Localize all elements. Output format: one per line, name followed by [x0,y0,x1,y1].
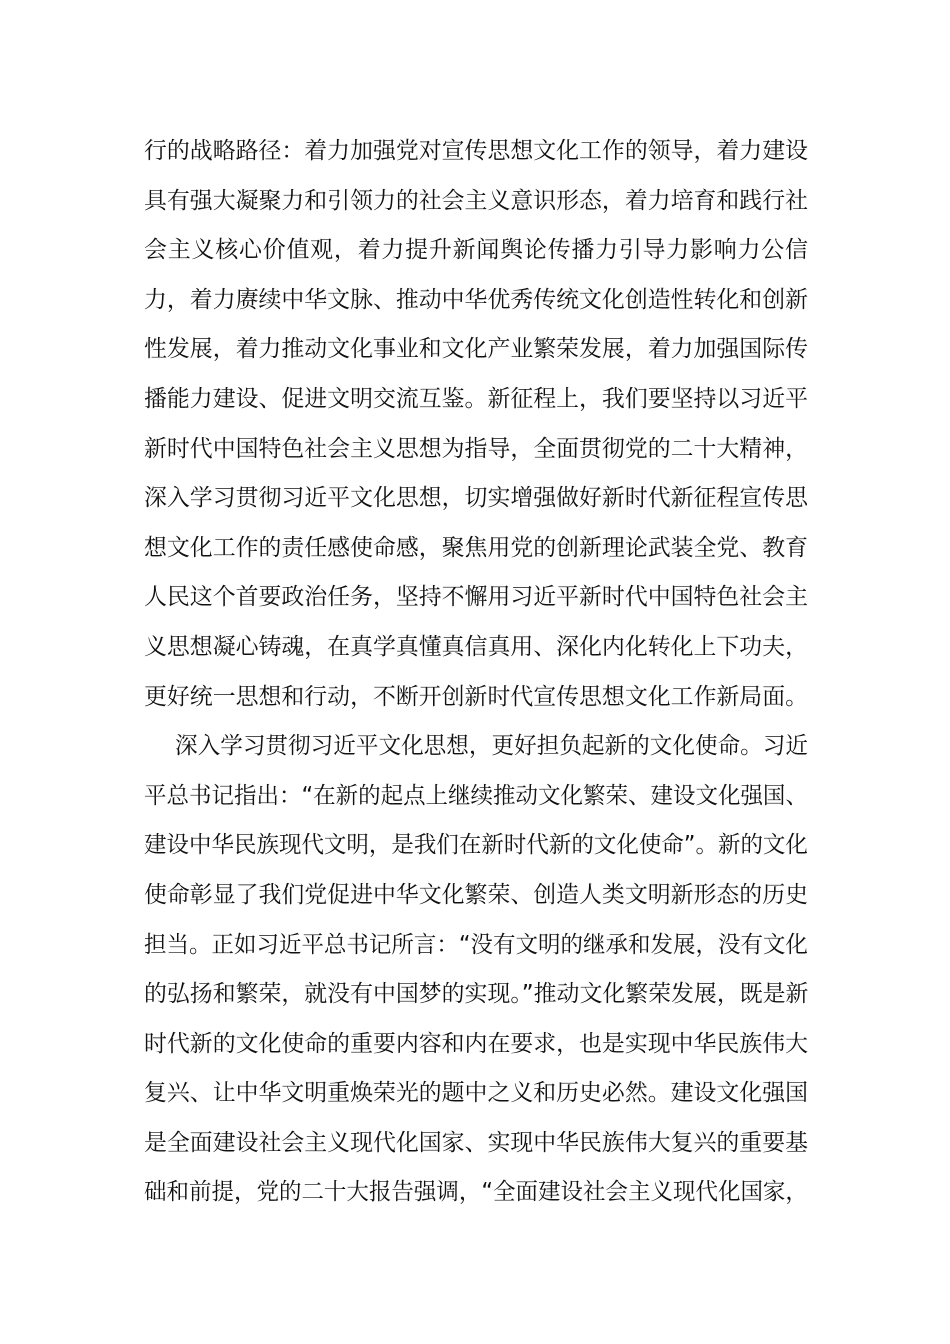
text-line: 的弘扬和繁荣，就没有中国梦的实现。”推动文化繁荣发展，既是新 [144,981,809,1008]
text-line: 担当。正如习近平总书记所言：“没有文明的继承和发展，没有文化 [144,931,808,958]
text-line: 更好统一思想和行动，不断开创新时代宣传思想文化工作新局面。 [144,683,808,710]
text-line: 新时代中国特色社会主义思想为指导，全面贯彻党的二十大精神， [144,435,808,462]
text-line: 是全面建设社会主义现代化国家、实现中华民族伟大复兴的重要基 [144,1129,808,1156]
text-line: 具有强大凝聚力和引领力的社会主义意识形态，着力培育和践行社 [144,187,808,214]
text-line: 建设中华民族现代文明，是我们在新时代新的文化使命”。新的文化 [144,832,808,859]
text-line: 想文化工作的责任感使命感，聚焦用党的创新理论武装全党、教育 [144,534,808,561]
text-line: 人民这个首要政治任务，坚持不懈用习近平新时代中国特色社会主 [144,584,808,611]
text-line: 播能力建设、促进文明交流互鉴。新征程上，我们要坚持以习近平 [144,385,808,412]
text-line: 平总书记指出：“在新的起点上继续推动文化繁荣、建设文化强国、 [144,782,808,809]
text-line: 复兴、让中华文明重焕荣光的题中之义和历史必然。建设文化强国 [144,1080,808,1107]
text-line: 础和前提，党的二十大报告强调，“全面建设社会主义现代化国家， [144,1179,808,1206]
text-line: 行的战略路径：着力加强党对宣传思想文化工作的领导，着力建设 [144,138,808,164]
text-line: 会主义核心价值观，着力提升新闻舆论传播力引导力影响力公信 [144,237,809,264]
text-line: 使命彰显了我们党促进中华文化繁荣、创造人类文明新形态的历史 [144,881,808,908]
text-line: 力，着力赓续中华文脉、推动中华优秀传统文化创造性转化和创新 [144,286,808,313]
text-line: 性发展，着力推动文化事业和文化产业繁荣发展，着力加强国际传 [144,336,808,363]
body-text [144,127,808,1218]
text-line: 深入学习贯彻习近平文化思想，更好担负起新的文化使命。习近 [175,733,808,760]
text-line: 义思想凝心铸魂，在真学真懂真信真用、深化内化转化上下功夫， [144,633,808,660]
text-line: 深入学习贯彻习近平文化思想，切实增强做好新时代新征程宣传思 [144,485,808,512]
text-line: 时代新的文化使命的重要内容和内在要求，也是实现中华民族伟大 [144,1030,808,1057]
